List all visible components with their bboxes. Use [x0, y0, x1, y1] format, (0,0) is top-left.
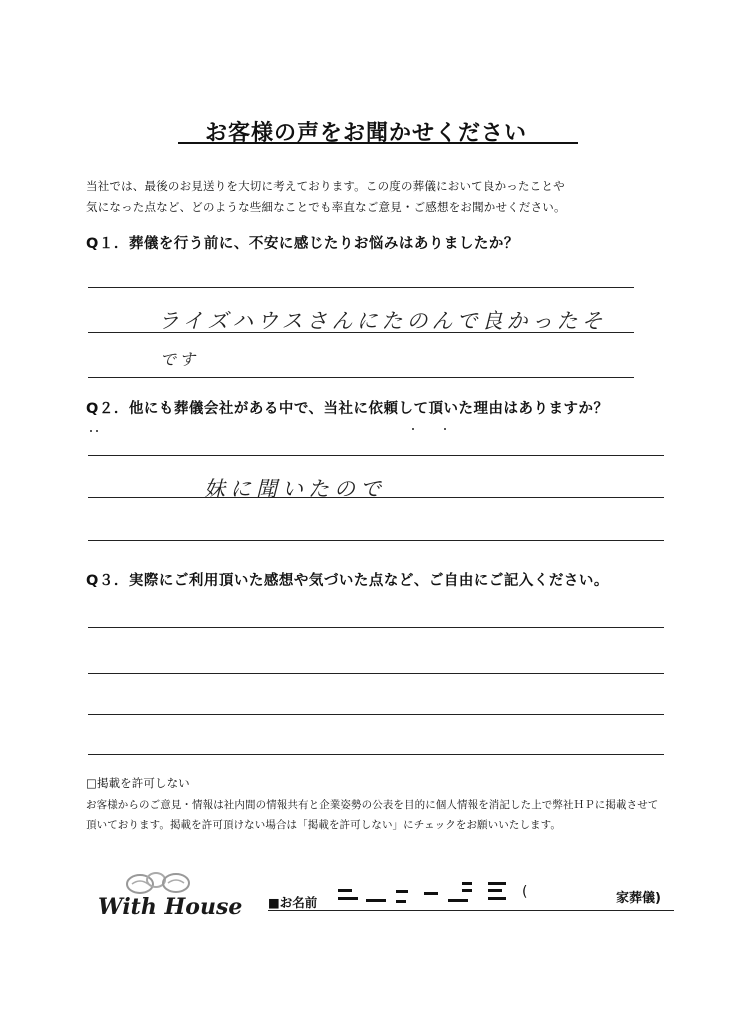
speck	[412, 428, 414, 430]
handwritten-answer-1-line-1: ライズハウスさんにたのんで良かったそ	[158, 309, 607, 333]
answer-line	[88, 377, 634, 378]
title-underline	[178, 142, 578, 144]
no-publish-checkbox-label[interactable]: □掲載を許可しない	[86, 776, 190, 790]
redacted-name-segment	[462, 882, 472, 885]
page-title: お客様の声をお聞かせください	[205, 121, 528, 146]
speck	[444, 428, 446, 430]
redacted-name-segment	[396, 890, 408, 893]
answer-line	[88, 673, 664, 674]
answer-line	[88, 754, 664, 755]
answer-line	[88, 714, 664, 715]
redacted-name-segment	[462, 889, 472, 892]
intro-line-2: 気になった点など、どのような些細なことでも率直なご意見・ご感想をお聞かせください。	[86, 200, 566, 214]
redacted-name-segment	[338, 897, 358, 900]
consent-note-line-2: 頂いております。掲載を許可頂けない場合は「掲載を許可しない」にチェックをお願いいたします。	[86, 819, 562, 831]
answer-line	[88, 627, 664, 628]
redacted-name-segment	[488, 897, 506, 900]
handwritten-answer-2: 妹に聞いたので	[204, 477, 386, 501]
answer-line	[88, 287, 634, 288]
question-3: Q３．実際にご利用頂いた感想や気づいた点など、ご自由にご記入ください。	[86, 573, 609, 589]
handwritten-answer-1-line-2: です	[160, 350, 199, 369]
redacted-name-segment	[488, 889, 502, 892]
intro-line-1: 当社では、最後のお見送りを大切に考えております。この度の葬儀において良かったことや	[86, 179, 565, 193]
answer-line	[88, 332, 634, 333]
redacted-name-segment	[448, 899, 468, 902]
answer-line	[88, 540, 664, 541]
question-1: Q１．葬儀を行う前に、不安に感じたりお悩みはありましたか？	[86, 236, 519, 252]
redacted-name-segment	[488, 882, 506, 885]
answer-line	[88, 497, 664, 498]
question-2: Q２．他にも葬儀会社がある中で、当社に依頼して頂いた理由はありますか？	[86, 401, 609, 417]
redacted-name-segment	[424, 892, 438, 895]
speck	[90, 430, 92, 432]
funeral-suffix: 家葬儀)	[616, 891, 661, 906]
name-underline[interactable]	[268, 910, 674, 911]
redacted-name-segment	[396, 900, 406, 903]
with-house-logo-text: With House	[98, 894, 243, 920]
consent-note-line-1: お客様からのご意見・情報は社内間の情報共有と企業姿勢の公表を目的に個人情報を消記した上で弊社ＨＰに掲載させて	[86, 799, 659, 811]
open-paren: (	[522, 884, 528, 900]
speck	[96, 430, 98, 432]
redacted-name-segment	[338, 889, 352, 892]
redacted-name-segment	[366, 899, 386, 902]
name-label: ■お名前	[268, 895, 318, 910]
answer-line	[88, 455, 664, 456]
